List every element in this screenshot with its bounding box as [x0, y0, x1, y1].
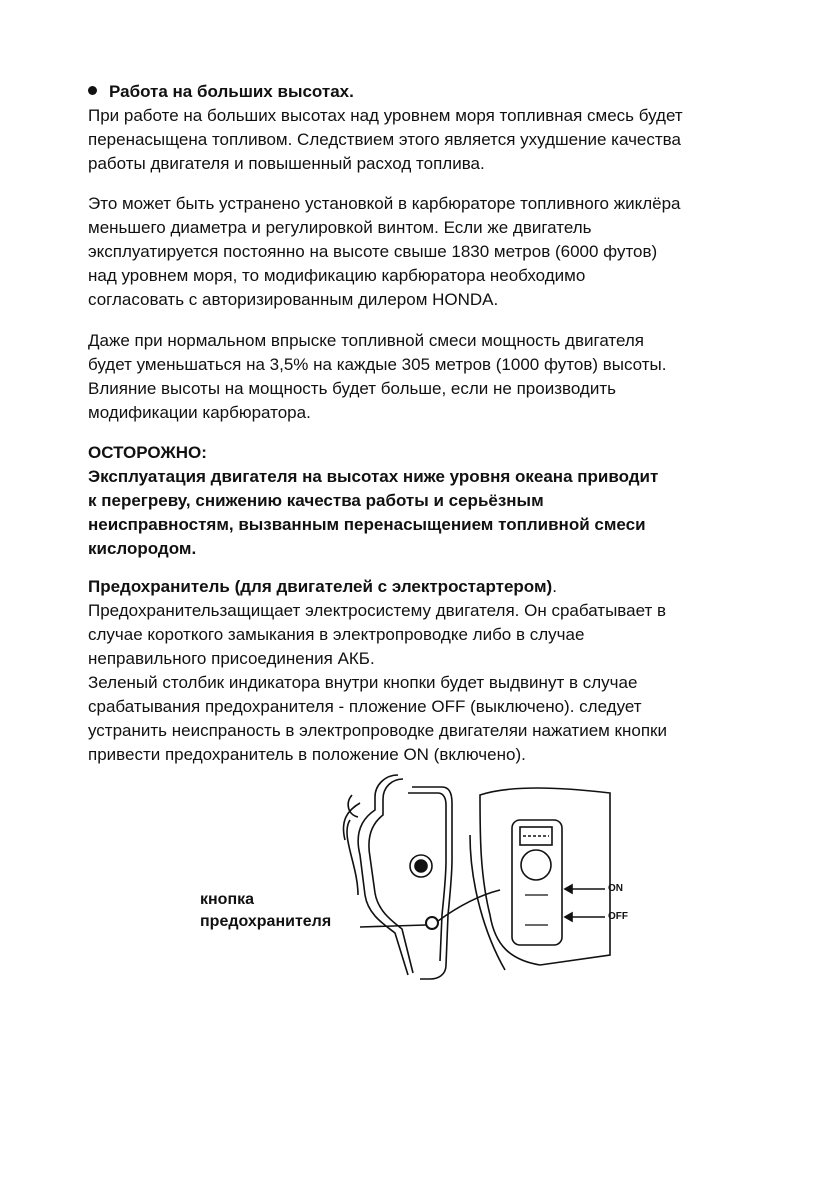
hose [347, 820, 358, 895]
handle [343, 795, 360, 840]
text-line: привести предохранитель в положение ON (включено). [88, 745, 526, 764]
text-line: случае короткого замыкания в электропроводке либо в случае [88, 625, 585, 644]
text-line: Даже при нормальном впрыске топливной смеси мощность двигателя [88, 331, 645, 350]
text-line: неисправностям, вызванным перенасыщением топливной смеси [88, 515, 646, 534]
off-label: OFF [608, 911, 628, 922]
text-line: кислородом. [88, 539, 197, 558]
fuse-label-line1: кнопка [200, 891, 255, 908]
fuse-block [88, 575, 778, 767]
fuse-heading-suffix: . [552, 577, 557, 596]
text-line: эксплуатируется постоянно на высоте свыше 1830 метров (6000 футов) [88, 242, 658, 261]
on-label: ON [608, 883, 623, 894]
caution-block [88, 441, 778, 561]
text-line: Влияние высоты на мощность будет больше, если не производить [88, 379, 616, 398]
fuse-button-icon [426, 917, 438, 929]
fuse-figure [180, 765, 650, 985]
label-leader [360, 925, 426, 927]
text-line: При работе на больших высотах над уровнем моря топливная смесь будет [88, 106, 683, 125]
bullet-icon [88, 86, 97, 95]
fuse-illustration [180, 765, 650, 985]
text-line: Предохранительзащищает электросистему двигателя. Он срабатывает в [88, 601, 667, 620]
text-line: меньшего диаметра и регулировкой винтом. Если же двигатель [88, 218, 592, 237]
altitude-paragraph-3 [88, 329, 778, 425]
bracket-panel-inner [408, 793, 446, 961]
altitude-paragraph-2 [88, 192, 778, 312]
text-line: согласовать с авторизированным дилером HONDA. [88, 290, 499, 309]
altitude-paragraph-1 [88, 104, 778, 176]
text-line: срабатывания предохранителя - пложение OFF (выключено). следует [88, 697, 642, 716]
fuse-heading [88, 575, 778, 599]
text-line: работы двигателя и повышенный расход топлива. [88, 154, 485, 173]
text-line: к перегреву, снижению качества работы и серьёзным [88, 491, 544, 510]
text-line: над уровнем моря, то модификацию карбюратора необходимо [88, 266, 586, 285]
altitude-heading [88, 80, 354, 104]
text-line: неправильного присоединения АКБ. [88, 649, 375, 668]
caution-title: ОСТОРОЖНО: [88, 443, 207, 462]
altitude-heading-text: Работа на больших высотах. [109, 82, 354, 101]
text-line: устранить неиспраность в электропроводке двигателяи нажатием кнопки [88, 721, 667, 740]
fuse-label-line2: предохранителя [200, 913, 332, 930]
fuse-heading-text: Предохранитель (для двигателей с электростартером) [88, 577, 553, 596]
indicator-button [521, 850, 551, 880]
text-line: модификации карбюратора. [88, 403, 311, 422]
text-line: перенасыщена топливом. Следствием этого является ухудшение качества [88, 130, 681, 149]
text-line: Эксплуатация двигателя на высотах ниже уровня океана приводит [88, 467, 659, 486]
text-line: Это может быть устранено установкой в карбюраторе топливного жиклёра [88, 194, 681, 213]
text-line: Зеленый столбик индикатора внутри кнопки будет выдвинут в случае [88, 673, 638, 692]
text-line: будет уменьшаться на 3,5% на каждые 305 метров (1000 футов) высоты. [88, 355, 667, 374]
